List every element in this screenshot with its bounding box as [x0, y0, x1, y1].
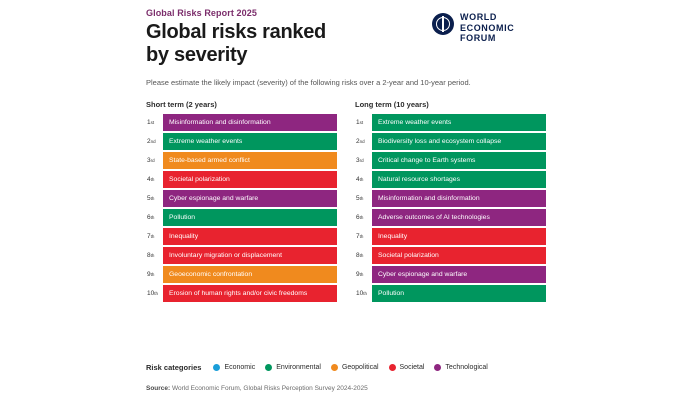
risk-row [355, 266, 546, 283]
risk-bar: Societal polarization [163, 171, 337, 188]
risk-row [146, 266, 337, 283]
legend-title: Risk categories [146, 363, 202, 372]
risk-bar: Adverse outcomes of AI technologies [372, 209, 546, 226]
risk-rank: 3 rd [147, 157, 155, 164]
risk-rank: 8 th [356, 252, 364, 259]
risk-row [355, 114, 546, 131]
risk-column [146, 100, 337, 304]
legend-item [265, 364, 321, 371]
legend-item [389, 364, 425, 371]
legend-color-swatch-icon [331, 364, 338, 371]
risk-bar: Biodiversity loss and ecosystem collapse [372, 133, 546, 150]
legend-color-swatch-icon [265, 364, 272, 371]
risk-row [355, 171, 546, 188]
risk-row [146, 171, 337, 188]
wef-logo-text [460, 12, 514, 44]
risk-column [355, 100, 546, 304]
risk-rank: 9 th [147, 271, 155, 278]
risk-row [355, 228, 546, 245]
risk-row [355, 133, 546, 150]
legend-item-label: Societal [399, 364, 425, 371]
risk-bar: Misinformation and disinformation [163, 114, 337, 131]
risk-rank: 10 th [356, 290, 367, 297]
legend-item [331, 364, 379, 371]
risk-bar: Cyber espionage and warfare [372, 266, 546, 283]
risk-bar: Inequality [163, 228, 337, 245]
risk-rank: 8 th [147, 252, 155, 259]
risk-row [355, 285, 546, 302]
legend-color-swatch-icon [389, 364, 396, 371]
risk-row [355, 152, 546, 169]
risk-bar: State-based armed conflict [163, 152, 337, 169]
risk-rank: 5 th [356, 195, 364, 202]
risk-columns [146, 100, 546, 304]
risk-rank: 5 th [147, 195, 155, 202]
wef-logo-line2: ECONOMIC [460, 22, 515, 33]
risk-bar: Inequality [372, 228, 546, 245]
risk-rank: 7 th [147, 233, 155, 240]
risk-rank: 1 st [356, 119, 364, 126]
risk-rank: 10 th [147, 290, 158, 297]
risk-bar: Involuntary migration or displacement [163, 247, 337, 264]
legend-color-swatch-icon [213, 364, 220, 371]
risk-bar: Geoeconomic confrontation [163, 266, 337, 283]
risk-row [355, 209, 546, 226]
wef-logo [432, 12, 552, 44]
source-note [146, 385, 368, 392]
risk-rank: 6 th [147, 214, 155, 221]
risk-bar: Erosion of human rights and/or civic freedoms [163, 285, 337, 302]
wef-logo-line1: WORLD [460, 12, 497, 22]
risk-bar: Pollution [163, 209, 337, 226]
risk-rank: 2 nd [147, 138, 156, 145]
risk-rank: 1 st [147, 119, 155, 126]
risk-rank: 4 th [356, 176, 364, 183]
risk-row [146, 152, 337, 169]
source-text: World Economic Forum, Global Risks Perception Survey 2024-2025 [172, 385, 368, 392]
legend-items [213, 364, 487, 371]
risk-column-header: Short term (2 years) [146, 100, 217, 109]
legend-item-label: Geopolitical [341, 364, 379, 371]
source-label: Source: [146, 385, 171, 392]
risk-row [146, 228, 337, 245]
risk-bar: Societal polarization [372, 247, 546, 264]
risk-row [146, 247, 337, 264]
legend-item-label: Technological [445, 364, 488, 371]
wef-logo-icon [432, 13, 454, 35]
risk-bar: Extreme weather events [372, 114, 546, 131]
risk-row [146, 133, 337, 150]
report-eyebrow: Global Risks Report 2025 [146, 8, 257, 18]
risk-row [355, 247, 546, 264]
risk-row [146, 285, 337, 302]
wef-logo-line3: FORUM [460, 33, 496, 43]
risk-row [146, 190, 337, 207]
page-title-line2: by severity [146, 44, 248, 66]
risk-rank: 4 th [147, 176, 155, 183]
risk-row [146, 209, 337, 226]
risk-rank: 2 nd [356, 138, 365, 145]
chart-subtitle: Please estimate the likely impact (severity) of the following risks over a 2-year and 10-year period. [146, 78, 471, 87]
risk-column-header: Long term (10 years) [355, 100, 429, 109]
risk-bar: Natural resource shortages [372, 171, 546, 188]
legend-item [213, 364, 255, 371]
legend-color-swatch-icon [434, 364, 441, 371]
risk-rank: 7 th [356, 233, 364, 240]
risk-rank: 6 th [356, 214, 364, 221]
legend-item [434, 364, 487, 371]
legend [146, 363, 488, 372]
page-title-line1: Global risks ranked [146, 21, 326, 43]
risk-row [355, 190, 546, 207]
risk-bar: Critical change to Earth systems [372, 152, 546, 169]
risk-bar: Cyber espionage and warfare [163, 190, 337, 207]
risk-bar: Misinformation and disinformation [372, 190, 546, 207]
risk-rank: 3 rd [356, 157, 364, 164]
risk-bar: Pollution [372, 285, 546, 302]
risk-rank: 9 th [356, 271, 364, 278]
risk-bar: Extreme weather events [163, 133, 337, 150]
legend-item-label: Economic [224, 364, 256, 371]
risk-row [146, 114, 337, 131]
legend-item-label: Environmental [276, 364, 321, 371]
